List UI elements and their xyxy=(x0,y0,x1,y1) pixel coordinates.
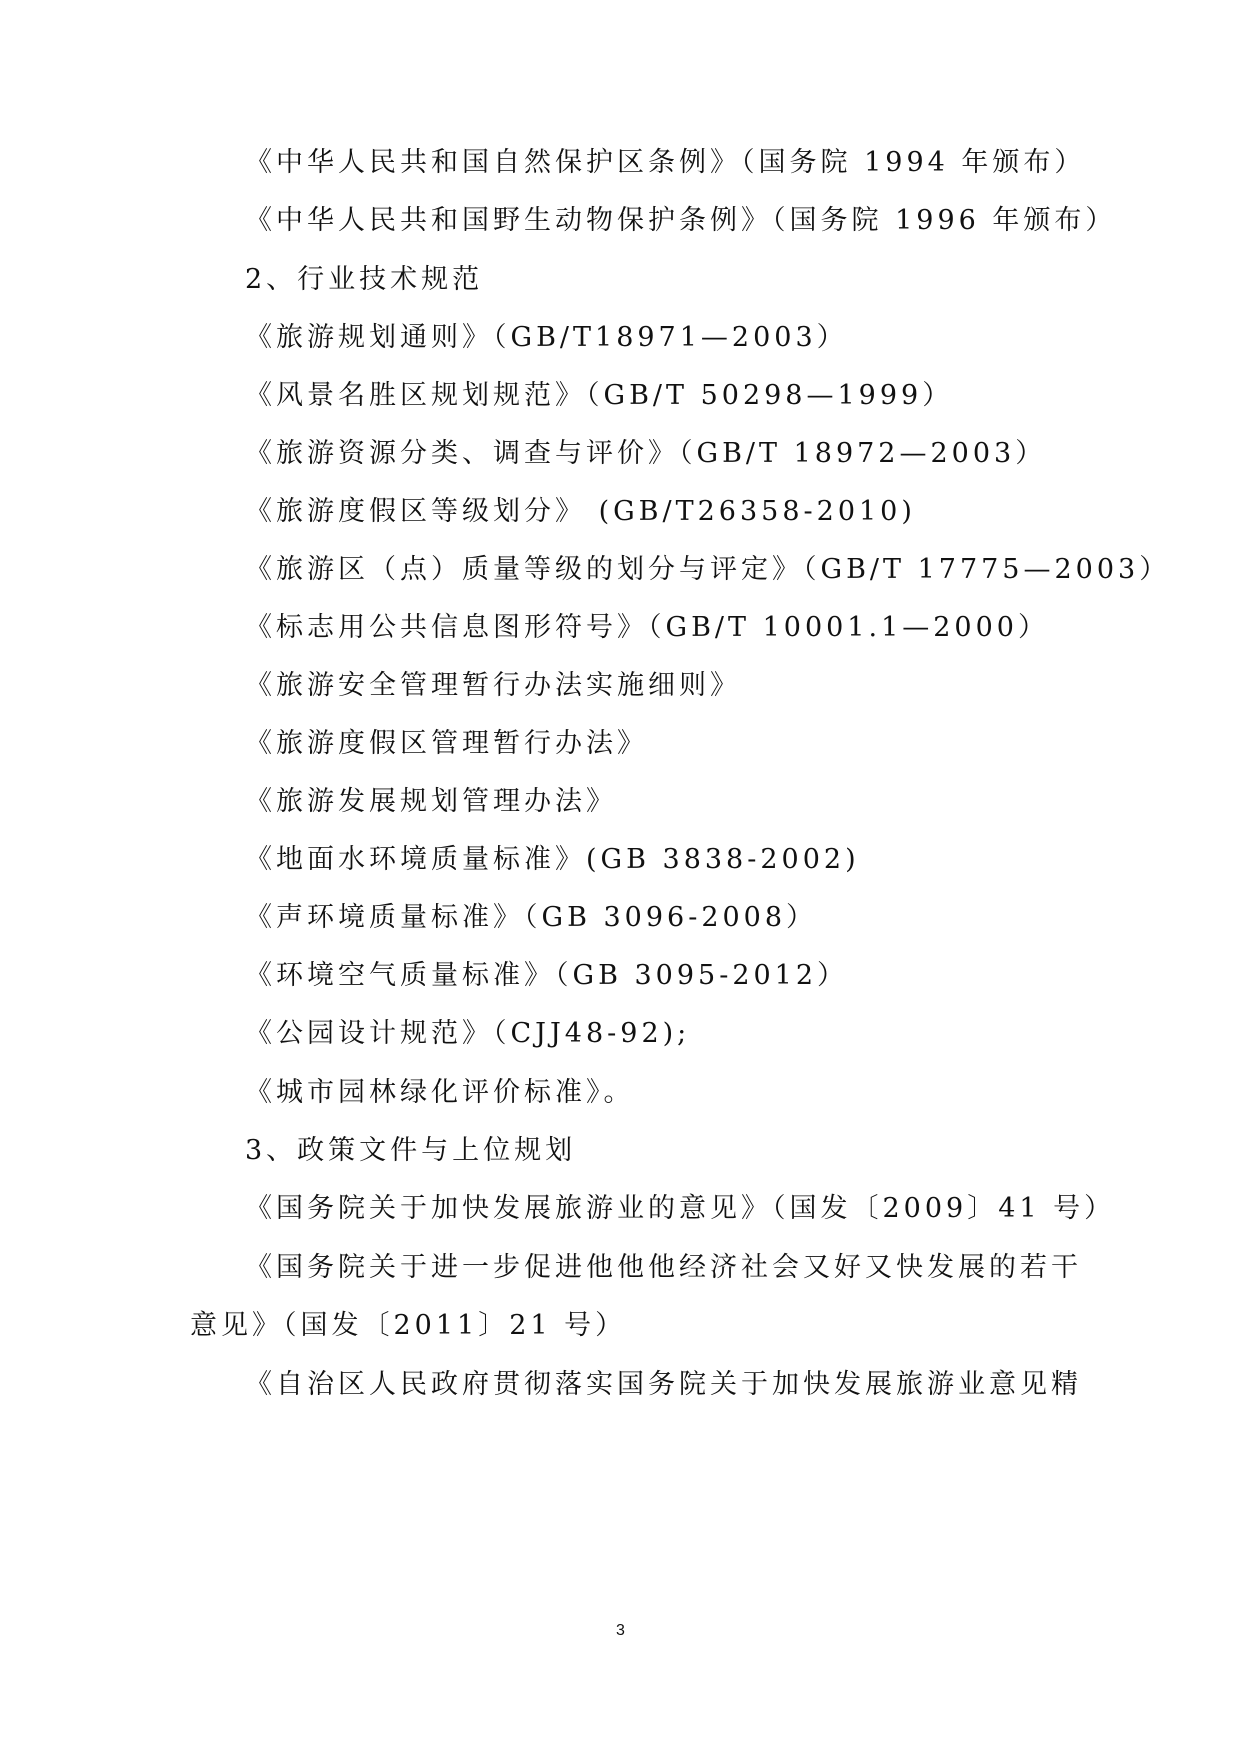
page-number: 3 xyxy=(616,1622,625,1639)
standard-item: 《旅游发展规划管理办法》 xyxy=(245,786,617,817)
regulation-item: 《中华人民共和国野生动物保护条例》（国务院 1996 年颁布） xyxy=(245,205,1117,236)
standard-item: 《旅游安全管理暂行办法实施细则》 xyxy=(245,670,741,701)
standard-item: 《环境空气质量标准》（GB 3095-2012） xyxy=(245,960,849,991)
standard-item: 《声环境质量标准》（GB 3096-2008） xyxy=(245,902,818,933)
policy-item: 《国务院关于进一步促进他他他经济社会又好又快发展的若干 xyxy=(245,1252,1082,1283)
standard-item: 《旅游度假区管理暂行办法》 xyxy=(245,728,648,759)
policy-item: 《自治区人民政府贯彻落实国务院关于加快发展旅游业意见精 xyxy=(245,1369,1082,1400)
standard-item: 《旅游区（点）质量等级的划分与评定》（GB/T 17775—2003） xyxy=(245,554,1171,585)
standard-item: 《城市园林绿化评价标准》。 xyxy=(245,1077,635,1108)
standard-item: 《公园设计规范》（CJJ48-92); xyxy=(245,1018,691,1049)
regulation-item: 《中华人民共和国自然保护区条例》（国务院 1994 年颁布） xyxy=(245,147,1086,178)
standard-item: 《旅游规划通则》（GB/T18971—2003） xyxy=(245,322,848,353)
standard-item: 《地面水环境质量标准》(GB 3838-2002) xyxy=(245,844,860,875)
section-heading: 3、政策文件与上位规划 xyxy=(245,1135,577,1166)
policy-item: 《国务院关于加快发展旅游业的意见》（国发〔2009〕41 号） xyxy=(245,1193,1116,1224)
standard-item: 《风景名胜区规划规范》（GB/T 50298—1999） xyxy=(245,380,954,411)
policy-item-continuation: 意见》（国发〔2011〕21 号） xyxy=(190,1310,627,1341)
standard-item: 《旅游度假区等级划分》 (GB/T26358-2010) xyxy=(245,496,916,527)
standard-item: 《标志用公共信息图形符号》（GB/T 10001.1—2000） xyxy=(245,612,1049,643)
standard-item: 《旅游资源分类、调查与评价》（GB/T 18972—2003） xyxy=(245,438,1047,469)
section-heading: 2、行业技术规范 xyxy=(245,264,484,295)
